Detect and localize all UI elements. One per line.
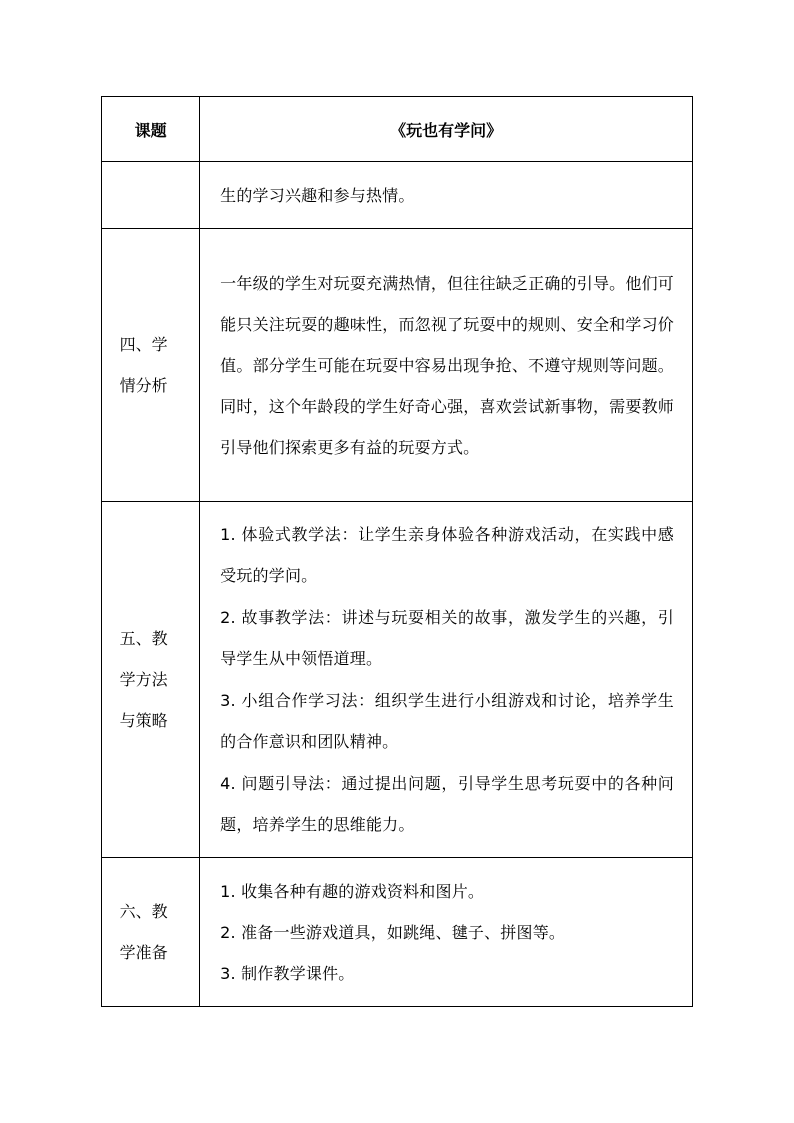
- analysis-text: 一年级的学生对玩耍充满热情，但往往缺乏正确的引导。他们可能只关注玩耍的趣味性，而忽视了玩耍中的规则、安全和学习价值。部分学生可能在玩耍中容易出现争抢、不遵守规则等问题。同时，这个年龄段的学生好奇心强，喜欢尝试新事物，需要教师引导他们探索更多有益的玩耍方式。: [220, 273, 674, 457]
- lesson-title: 《玩也有学问》: [390, 120, 503, 140]
- continuation-content-cell: [200, 162, 693, 229]
- preparation-label-cell: [102, 858, 200, 1007]
- method-item: 2. 故事教学法：讲述与玩耍相关的故事，激发学生的兴趣，引导学生从中领悟道理。: [220, 607, 674, 668]
- preparation-label: [120, 891, 182, 973]
- continuation-text: 生的学习兴趣和参与热情。: [220, 185, 415, 205]
- continuation-row: [102, 162, 693, 229]
- analysis-label-line: 情分析: [119, 376, 168, 395]
- preparation-item: 1. 收集各种有趣的游戏资料和图片。: [220, 881, 485, 901]
- lesson-plan-table: [101, 96, 693, 1007]
- header-label: 课题: [134, 120, 167, 140]
- methods-label-cell: [102, 502, 200, 858]
- preparation-content-cell: [200, 858, 693, 1007]
- table-header-row: [102, 97, 693, 162]
- preparation-row: [102, 858, 693, 1007]
- analysis-label-cell: [102, 229, 200, 502]
- analysis-row: [102, 229, 693, 502]
- continuation-label-cell: [102, 162, 200, 229]
- methods-content-cell: [200, 502, 693, 858]
- methods-label-line: 与策略: [119, 711, 168, 730]
- preparation-item: 2. 准备一些游戏道具，如跳绳、毽子、拼图等。: [220, 922, 566, 942]
- method-item: 1. 体验式教学法：让学生亲身体验各种游戏活动，在实践中感受玩的学问。: [220, 524, 674, 585]
- header-label-cell: [102, 97, 200, 162]
- methods-row: [102, 502, 693, 858]
- analysis-content-cell: [200, 229, 693, 502]
- method-item: 4. 问题引导法：通过提出问题，引导学生思考玩耍中的各种问题，培养学生的思维能力。: [220, 773, 674, 834]
- methods-label: [120, 618, 182, 741]
- method-item: 3. 小组合作学习法：组织学生进行小组游戏和讨论，培养学生的合作意识和团队精神。: [220, 690, 674, 751]
- preparation-item: 3. 制作教学课件。: [220, 963, 355, 983]
- header-title-cell: [200, 97, 693, 162]
- methods-label-line: 五、教: [119, 629, 168, 648]
- analysis-label: [120, 324, 182, 406]
- analysis-label-line: 四、学: [119, 335, 168, 354]
- preparation-label-line: 学准备: [119, 943, 168, 962]
- methods-label-line: 学方法: [119, 670, 168, 689]
- preparation-label-line: 六、教: [119, 902, 168, 921]
